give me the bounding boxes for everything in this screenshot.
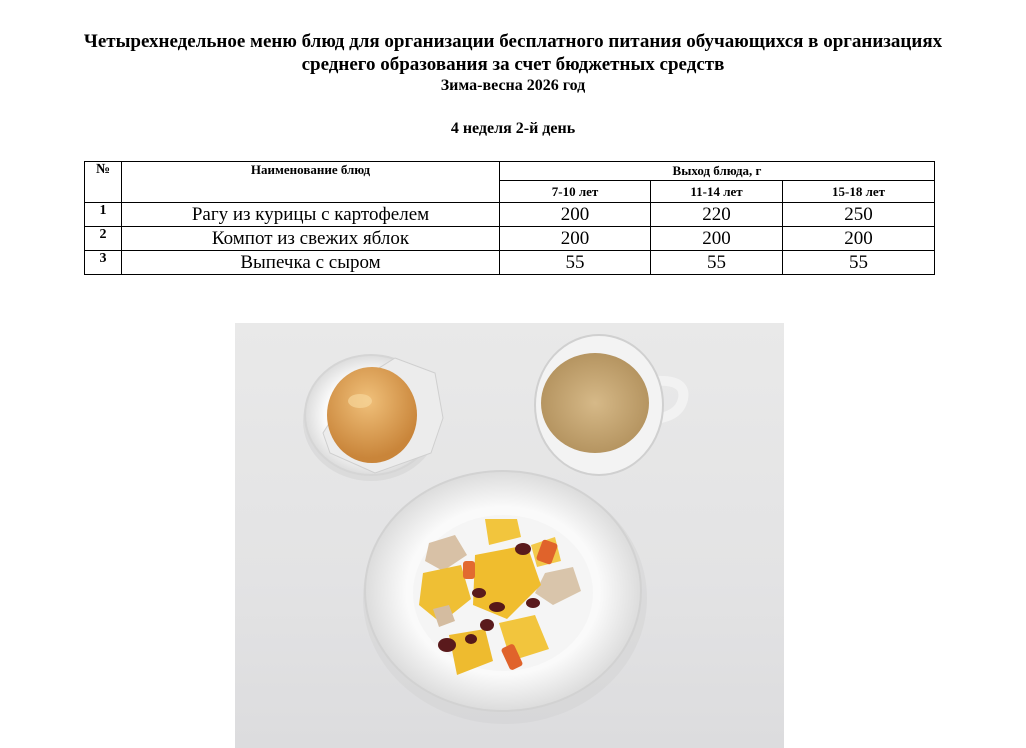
pastry-with-cheese	[327, 367, 417, 463]
apple-compote	[541, 353, 649, 453]
pastry-bowl	[303, 355, 443, 481]
menu-table	[84, 161, 935, 275]
yield-7-10: 55	[500, 251, 651, 275]
document-title-line-2: среднего образования за счет бюджетных средств	[301, 54, 725, 75]
meal-illustration	[235, 323, 784, 748]
column-header-dish-name: Наименование блюд	[122, 162, 500, 203]
table-row	[85, 203, 935, 227]
yield-11-14: 55	[651, 251, 783, 275]
column-header-age-15-18: 15-18 лет	[783, 181, 935, 203]
yield-7-10: 200	[500, 227, 651, 251]
table-row	[85, 251, 935, 275]
column-header-age-7-10: 7-10 лет	[500, 181, 651, 203]
compote-mug	[535, 335, 683, 475]
column-header-yield: Выход блюда, г	[500, 162, 935, 181]
stew-bowl	[363, 471, 647, 724]
yield-15-18: 200	[783, 227, 935, 251]
document-header	[0, 30, 1026, 96]
yield-11-14: 200	[651, 227, 783, 251]
menu-day-label: 4 неделя 2-й день	[450, 120, 576, 137]
row-number: 3	[85, 251, 122, 275]
meal-photo	[235, 323, 784, 748]
row-number: 1	[85, 203, 122, 227]
table-row	[85, 227, 935, 251]
dish-name: Рагу из курицы с картофелем	[122, 203, 500, 227]
yield-7-10: 200	[500, 203, 651, 227]
dish-name: Выпечка с сыром	[122, 251, 500, 275]
yield-15-18: 250	[783, 203, 935, 227]
season-label: Зима-весна 2026 год	[440, 77, 586, 94]
yield-11-14: 220	[651, 203, 783, 227]
row-number: 2	[85, 227, 122, 251]
dish-name: Компот из свежих яблок	[122, 227, 500, 251]
column-header-age-11-14: 11-14 лет	[651, 181, 783, 203]
document-title-line-1: Четырехнедельное меню блюд для организации бесплатного питания обучающихся в организациях	[83, 31, 943, 52]
column-header-number: №	[85, 162, 122, 203]
yield-15-18: 55	[783, 251, 935, 275]
